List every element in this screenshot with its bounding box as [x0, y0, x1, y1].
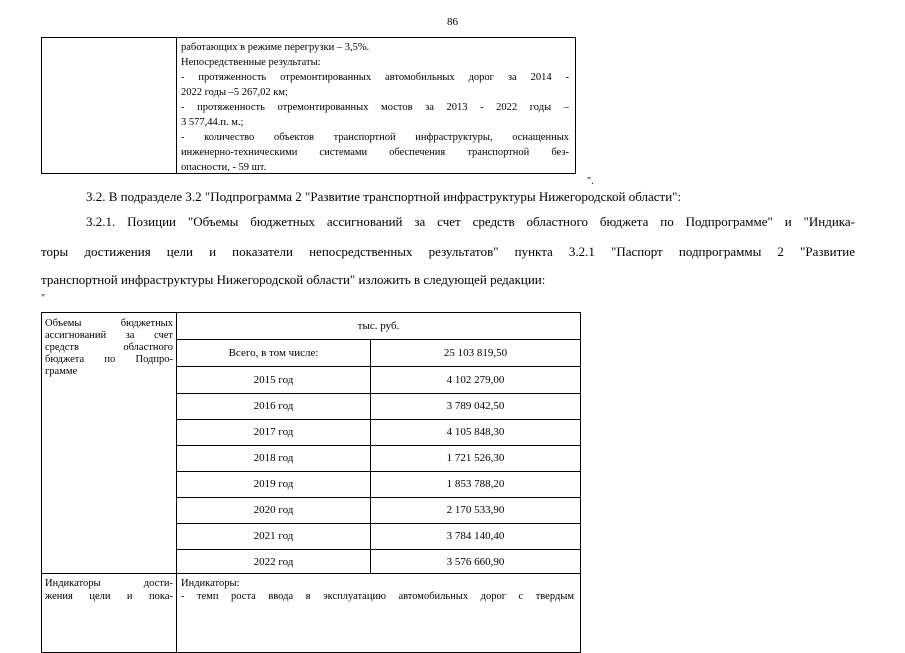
table-row — [177, 523, 580, 550]
budget-label: 2021 год — [177, 523, 371, 549]
budget-table — [41, 312, 581, 574]
opening-quote: " — [41, 293, 46, 304]
budget-value: 1 721 526,30 — [446, 452, 505, 464]
budget-label: 2015 год — [177, 367, 371, 393]
indicators-row-header-line: жения цели и пока- — [45, 591, 173, 602]
budget-label: 2016 год — [177, 393, 371, 419]
continuation-table-right-cell — [181, 40, 569, 175]
table-text-line: - количество объектов транспортной инфраструктуры, оснащенных — [181, 132, 569, 143]
table-row — [177, 393, 580, 420]
table-text-line: 3 577,44.п. м.; — [181, 117, 244, 128]
budget-value: 1 853 788,20 — [446, 478, 505, 490]
budget-label: 2022 год — [177, 549, 371, 573]
indicators-text-line: - темп роста ввода в эксплуатацию автомобильных дорог с твердым — [181, 591, 574, 602]
table-row — [177, 419, 580, 446]
budget-label: Всего, в том числе: — [177, 340, 371, 366]
continuation-table — [41, 37, 576, 174]
table-row — [177, 497, 580, 524]
budget-value: 3 789 042,50 — [446, 400, 505, 412]
budget-table-left-cell — [42, 313, 177, 573]
budget-row-header-line: бюджета по Подпро- — [45, 354, 173, 365]
budget-value: 4 102 279,00 — [446, 374, 505, 386]
indicators-row-header-line: Индикаторы дости- — [45, 578, 173, 589]
table-row — [177, 471, 580, 498]
indicators-text-line: Индикаторы: — [181, 578, 240, 589]
paragraph-3-2-1-line-2: торы достижения цели и показатели непосредственных результатов" пункта 3.2.1 "Паспорт подпрограммы 2 "Развитие — [41, 244, 855, 259]
table-text-line: Непосредственные результаты: — [181, 57, 321, 68]
budget-row-header-line: средств областного — [45, 342, 173, 353]
table-row — [177, 549, 580, 573]
indicators-table — [41, 573, 581, 653]
closing-quote: ". — [587, 176, 594, 187]
budget-row-header-line: грамме — [45, 366, 78, 377]
paragraph-3-2: 3.2. В подразделе 3.2 "Подпрограмма 2 "Развитие транспортной инфраструктуры Нижегородской области": — [86, 189, 682, 204]
table-text-line: инженерно-техническими системами обеспечения транспортной без- — [181, 147, 569, 158]
indicators-table-left-cell — [42, 574, 177, 652]
indicators-table-right-cell — [181, 577, 574, 603]
budget-value: 3 784 140,40 — [446, 530, 505, 542]
paragraph-3-2-1-line-3: транспортной инфраструктуры Нижегородской области" изложить в следующей редакции: — [41, 272, 546, 287]
budget-row-header-line: ассигнований за счет — [45, 330, 173, 341]
budget-value: 3 576 660,90 — [446, 556, 505, 568]
budget-label: 2017 год — [177, 419, 371, 445]
budget-label: 2019 год — [177, 471, 371, 497]
budget-value: 25 103 819,50 — [443, 347, 508, 359]
paragraph-3-2-1-line-1: 3.2.1. Позиции "Объемы бюджетных ассигнований за счет средств областного бюджета по Подпрограмме" и "Индика- — [86, 214, 855, 229]
table-text-line: - протяженность отремонтированных мостов за 2013 - 2022 годы – — [181, 102, 569, 113]
budget-value: 4 105 848,30 — [446, 426, 505, 438]
table-text-line: работающих в режиме перегрузки – 3,5%. — [181, 42, 370, 53]
table-row — [177, 445, 580, 472]
budget-unit-header: тыс. руб. — [177, 313, 580, 340]
budget-value: 2 170 533,90 — [446, 504, 505, 516]
budget-label: 2018 год — [177, 445, 371, 471]
table-text-line: опасности, - 59 шт. — [181, 162, 267, 173]
budget-label: 2020 год — [177, 497, 371, 523]
table-row — [177, 340, 580, 367]
table-text-line: 2022 годы –5 267,02 км; — [181, 87, 288, 98]
budget-row-header-line: Объемы бюджетных — [45, 318, 173, 329]
continuation-table-left-cell — [42, 38, 177, 173]
table-text-line: - протяженность отремонтированных автомобильных дорог за 2014 - — [181, 72, 569, 83]
table-row — [177, 367, 580, 394]
page-number: 86 — [447, 16, 458, 28]
